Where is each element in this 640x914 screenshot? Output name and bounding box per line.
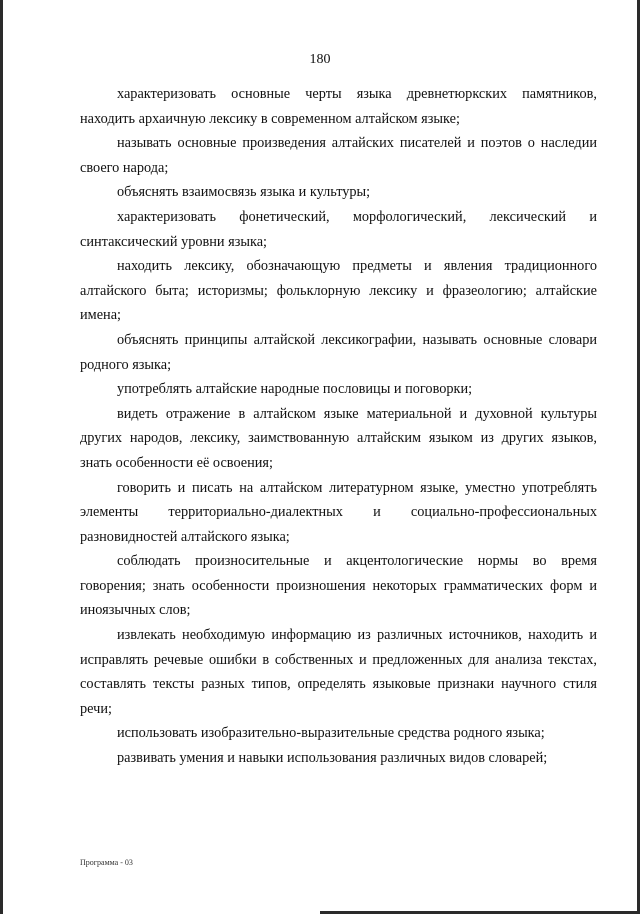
paragraph: говорить и писать на алтайском литературном языке, уместно употреблять элементы территориально-диалектных и социально-профессиональных разновидностей алтайского языка; (80, 479, 597, 545)
paragraph: развивать умения и навыки использования различных видов словарей; (117, 750, 548, 767)
paragraph: объяснять принципы алтайской лексикографии, называть основные словари родного языка; (80, 331, 597, 373)
scan-edge-left (0, 0, 3, 914)
paragraph: находить лексику, обозначающую предметы и явления традиционного алтайского быта; историзмы; фольклорную лексику и фразеологию; алтайские имена; (80, 258, 597, 324)
paragraph: объяснять взаимосвязь языка и культуры; (117, 184, 371, 201)
page-number: 180 (309, 52, 331, 67)
paragraph: извлекать необходимую информацию из различных источников, находить и исправлять речевые ошибки в собственных и предложенных для анализа текстах, составлять тексты разных типов, определять языковые признаки научного стиля речи; (80, 627, 597, 717)
paragraph: характеризовать фонетический, морфологический, лексический и синтаксический уровни языка; (80, 208, 597, 250)
footer-label: Программа - 03 (80, 858, 133, 867)
paragraph: использовать изобразительно-выразительные средства родного языка; (117, 725, 545, 742)
paragraph: видеть отражение в алтайском языке материальной и духовной культуры других народов, лексику, заимствованную алтайским языком из других языков, знать особенности её освоения; (80, 405, 597, 471)
paragraph: соблюдать произносительные и акцентологические нормы во время говорения; знать особенности произношения некоторых грамматических форм и иноязычных слов; (80, 553, 597, 619)
body-text (80, 82, 597, 771)
paragraph: употреблять алтайские народные пословицы и поговорки; (117, 381, 473, 398)
paragraph: называть основные произведения алтайских писателей и поэтов о наследии своего народа; (80, 135, 597, 176)
paragraph: характеризовать основные черты языка древнетюркских памятников, находить архаичную лексику в современном алтайском языке; (80, 86, 597, 127)
